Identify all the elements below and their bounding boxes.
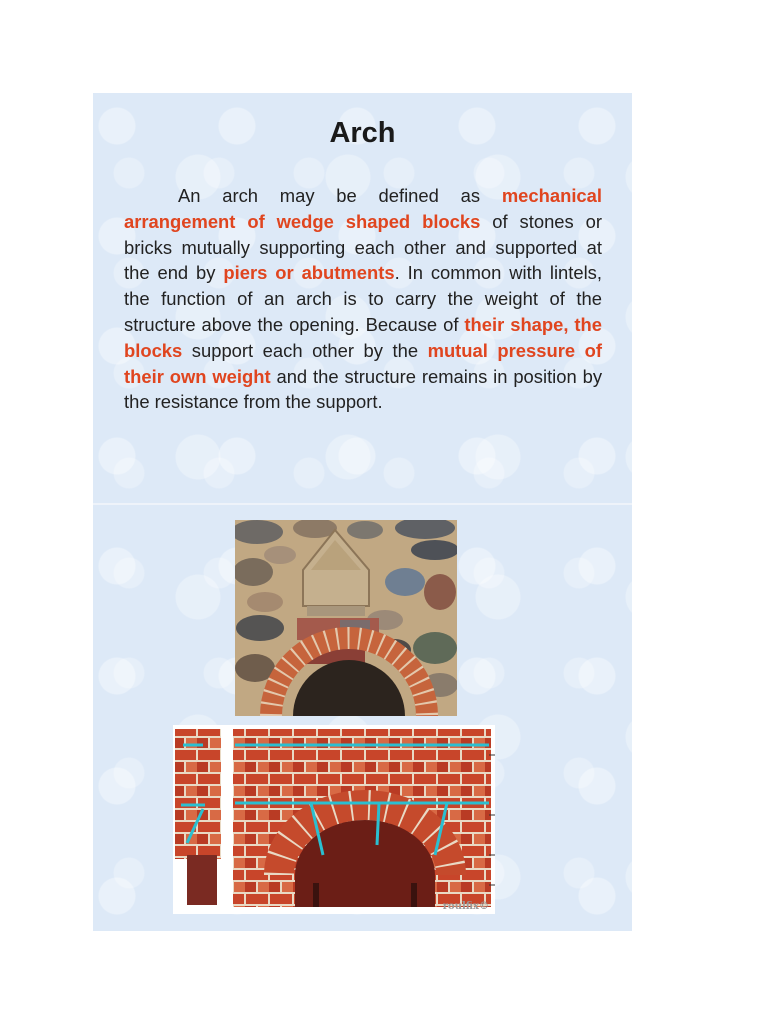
stone-arch-photo bbox=[235, 520, 457, 716]
paragraph-segment: . In common with lintels, the function of an arch is to carry the weight of the structure above the opening. Because of bbox=[124, 262, 602, 335]
page-title: Arch bbox=[329, 117, 396, 149]
paragraph-segment: support each other by the bbox=[182, 339, 428, 361]
paragraph-highlight: mechanical arrangement of wedge shaped blocks bbox=[124, 185, 602, 232]
paragraph-highlight: their shape, the blocks bbox=[124, 313, 603, 361]
slide-divider bbox=[93, 503, 632, 505]
diagram-watermark: roulfix© bbox=[442, 901, 489, 912]
paragraph-segment: An arch may be defined as bbox=[178, 185, 502, 206]
paragraph-segment: and the structure remains in position by the resistance from the support. bbox=[124, 365, 603, 413]
arch-definition-paragraph bbox=[124, 183, 602, 415]
paragraph-highlight: mutual pressure of their own weight bbox=[124, 339, 602, 387]
slide-page bbox=[93, 93, 632, 931]
paragraph-segment: of stones or bricks mutually supporting each other and supported at the end by bbox=[124, 210, 602, 284]
brick-arch-diagram bbox=[173, 725, 495, 914]
paragraph-highlight: piers or abutments bbox=[223, 262, 395, 284]
